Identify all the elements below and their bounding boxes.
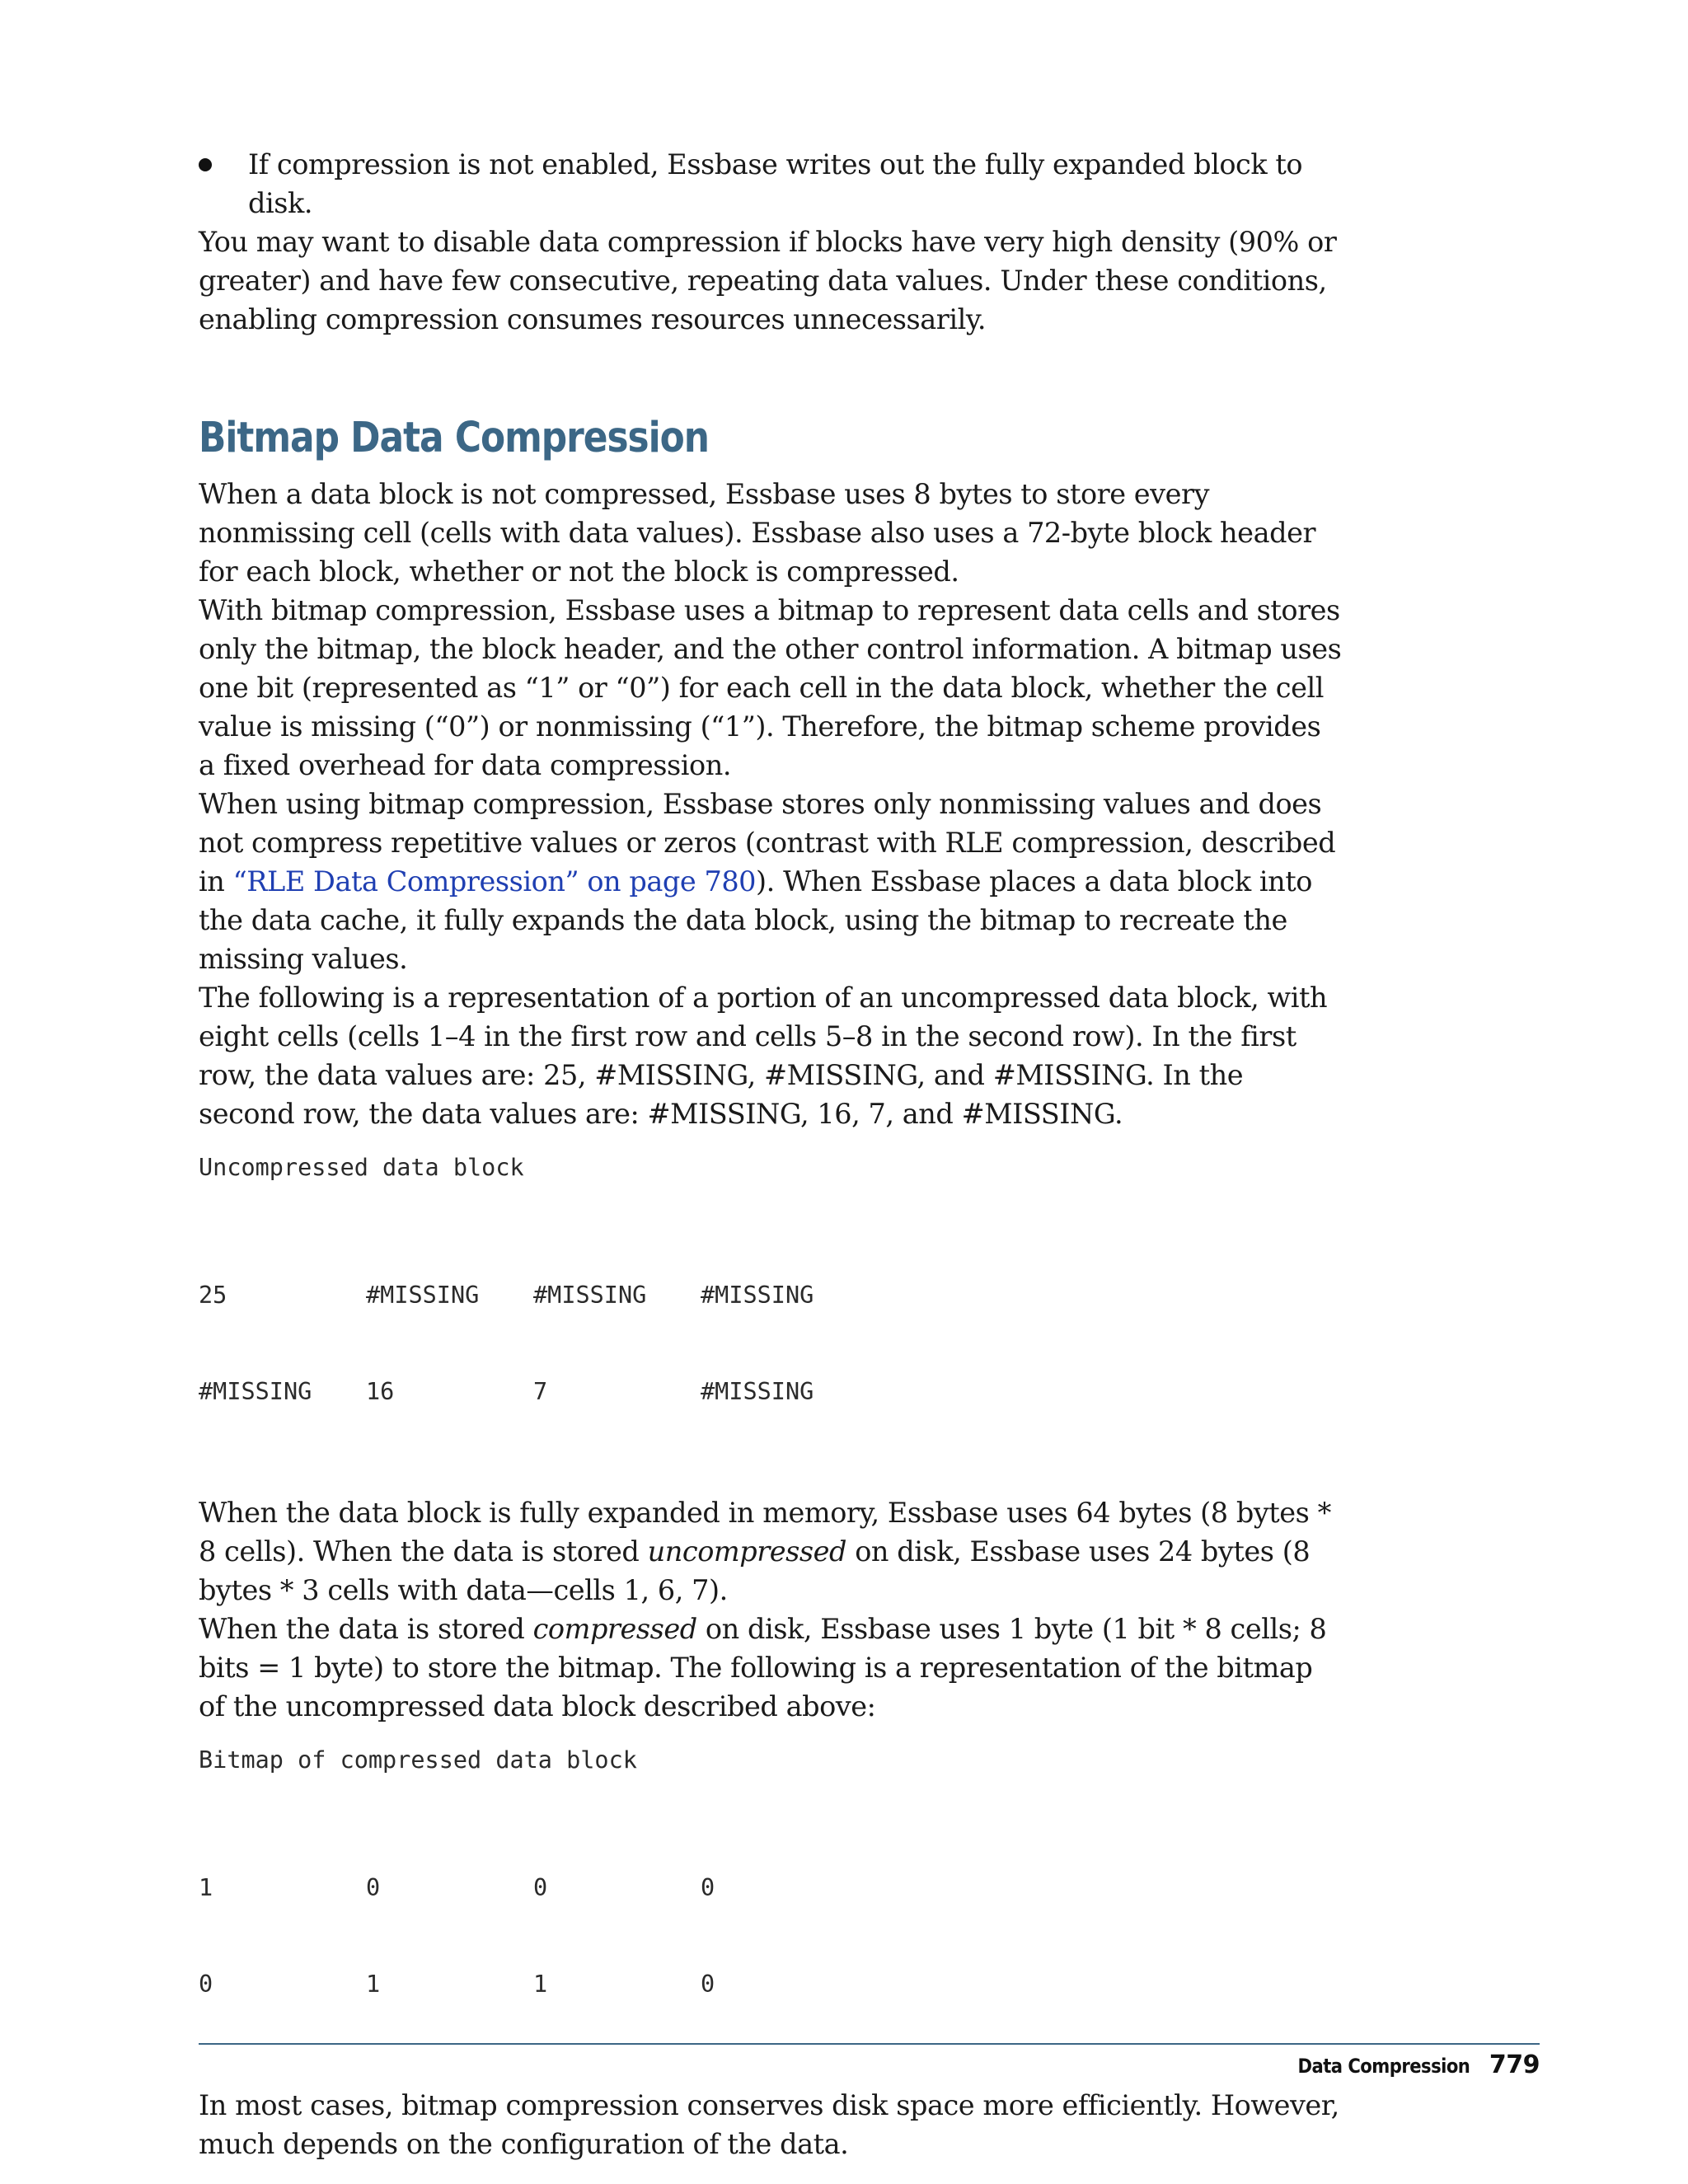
- footer-divider: [199, 2043, 1540, 2045]
- bitmap-block-grid: [199, 1807, 1344, 2064]
- para5-text-after: on disk, Essbase uses 24 bytes (8 bytes * 3 cells with data—cells 1, 6, 7).: [199, 1535, 1311, 1606]
- bullet-item: [199, 145, 1344, 223]
- grid-cell: 1: [199, 1874, 213, 1901]
- grid-cell: 0: [701, 1874, 715, 1901]
- paragraph-conclusion: In most cases, bitmap compression conserves disk space more efficiently. However, much depends on the configuration of the data.: [199, 2089, 1339, 2160]
- para6-text-before: When the data is stored: [199, 1613, 533, 1645]
- grid-cell: #MISSING: [366, 1282, 480, 1309]
- grid-cell: 25: [199, 1282, 227, 1309]
- bullet-dot-icon: [199, 158, 212, 171]
- bullet-text: If compression is not enabled, Essbase writes out the fully expanded block to disk.: [248, 148, 1303, 219]
- grid-cell: 0: [533, 1874, 548, 1901]
- paragraph-bitmap-overview: With bitmap compression, Essbase uses a bitmap to represent data cells and stores only the bitmap, the block header, and the other control information. A bitmap uses one bit (represented as “1” or “0”) for each cell in the data block, whether the cell value is missing (“0”) or nonmissing (“1”). Therefore, the bitmap scheme provides a fixed overhead for data compression.: [199, 594, 1342, 781]
- uncompressed-block-label: Uncompressed data block: [199, 1154, 524, 1181]
- grid-cell: 0: [701, 1971, 715, 1998]
- para3-text-after: ). When Essbase places a data block into the data cache, it fully expands the data block, using the bitmap to recreate the missing values.: [199, 865, 1313, 975]
- footer-section-title: Data Compression: [1297, 2055, 1470, 2078]
- paragraph-bitmap-storage: [199, 785, 1344, 978]
- uncompressed-row-2: [199, 1376, 1344, 1408]
- page-content: [199, 145, 1344, 2163]
- paragraph-block-representation: The following is a representation of a portion of an uncompressed data block, with eight cells (cells 1–4 in the first row and cells 5–8 in the second row). In the first row, the data values are: 25, #MISSING, #MISSING, and #MISSING. In the second row, the data values are: #MISSING, 16, 7, and #MISSING.: [199, 982, 1328, 1130]
- bitmap-row-1: [199, 1872, 1344, 1904]
- rle-compression-link[interactable]: “RLE Data Compression” on page 780: [232, 865, 757, 898]
- uncompressed-row-1: [199, 1279, 1344, 1311]
- grid-cell: 16: [366, 1378, 395, 1405]
- para3-text-before: When using bitmap compression, Essbase stores only nonmissing values and does not compress repetitive values or zeros (contrast with RLE compression, described in: [199, 788, 1336, 898]
- grid-cell: 0: [366, 1874, 381, 1901]
- uncompressed-emphasis: uncompressed: [647, 1535, 847, 1568]
- grid-cell: #MISSING: [199, 1378, 312, 1405]
- paragraph-compressed-storage: [199, 1610, 1344, 1726]
- grid-cell: #MISSING: [701, 1282, 814, 1309]
- page-footer: [1274, 2050, 1540, 2079]
- grid-cell: 1: [366, 1971, 381, 1998]
- grid-cell: 1: [533, 1971, 548, 1998]
- grid-cell: 0: [199, 1971, 213, 1998]
- paragraph-uncompressed-storage: When a data block is not compressed, Essbase uses 8 bytes to store every nonmissing cell (cells with data values). Essbase also uses a 72-byte block header for each block, whether or not the block is compressed.: [199, 478, 1316, 588]
- paragraph-memory-usage: [199, 1493, 1344, 1610]
- grid-cell: #MISSING: [701, 1378, 814, 1405]
- intro-paragraph: You may want to disable data compression if blocks have very high density (90% or greater) and have few consecutive, repeating data values. Under these conditions, enabling compression consumes resources unnecessarily.: [199, 226, 1337, 335]
- bitmap-row-2: [199, 1968, 1344, 2000]
- grid-cell: 7: [533, 1378, 548, 1405]
- para6-text-after: on disk, Essbase uses 1 byte (1 bit * 8 cells; 8 bits = 1 byte) to store the bitmap. The following is a representation of the bitmap of the uncompressed data block described above:: [199, 1613, 1327, 1722]
- grid-cell: #MISSING: [533, 1282, 647, 1309]
- bitmap-block-label: Bitmap of compressed data block: [199, 1746, 637, 1774]
- section-heading: Bitmap Data Compression: [199, 414, 709, 462]
- uncompressed-block-grid: [199, 1215, 1344, 1472]
- para5-text-before: When the data block is fully expanded in memory, Essbase uses 64 bytes (8 bytes * 8 cells). When the data is stored: [199, 1497, 1331, 1568]
- page-number: 779: [1489, 2050, 1540, 2079]
- compressed-emphasis: compressed: [532, 1613, 697, 1645]
